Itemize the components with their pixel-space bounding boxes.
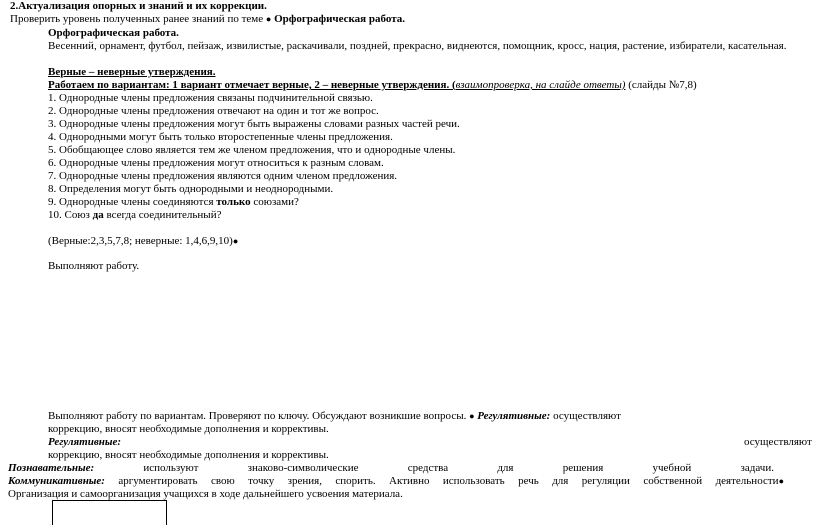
tf-item-10: [48, 209, 221, 222]
komm-word: зрения,: [287, 475, 322, 487]
bottom-line-2: коррекцию, вносят необходимые дополнения и коррективы.: [48, 423, 329, 435]
tf-task-italic: взаимопроверка, на слайде ответы): [455, 79, 626, 91]
tf-task-tail: (слайды №7,8): [625, 79, 697, 91]
komm-word: Активно: [389, 475, 430, 487]
komm-word: речь: [518, 475, 539, 487]
tf-item-2: 2. Однородные члены предложения отвечают на один и тот же вопрос.: [48, 105, 379, 117]
pozn-word: средства: [407, 462, 449, 474]
pozn-word: учебной: [652, 462, 692, 474]
tf-answers-text: (Верные:2,3,5,7,8; неверные: 1,4,6,9,10): [48, 235, 233, 247]
pozn-word: знаково-символические: [247, 462, 359, 474]
bottom-line-1-text: Выполняют работу по вариантам. Проверяют по ключу. Обсуждают возникшие вопросы.: [48, 410, 470, 422]
komm-word: использовать: [442, 475, 505, 487]
intro-text: Проверить уровень полученных ранее знаний по теме: [10, 13, 266, 25]
tf-work: Выполняют работу.: [48, 260, 140, 272]
intro-topic: Орфографическая работа.: [271, 13, 405, 25]
tf-item-4: 4. Однородными могут быть только второстепенные члены предложения.: [48, 131, 393, 143]
tf-answers: [48, 235, 238, 248]
reg1-text: осуществляют: [550, 410, 621, 422]
tf-item-3: 3. Однородные члены предложения могут быть выражены словами разных частей речи.: [48, 118, 460, 130]
tf-item-5: 5. Обобщающее слово является тем же членом предложения, что и однородные члены.: [48, 144, 456, 156]
bullet-icon: ●: [232, 236, 239, 246]
komm-word: аргументировать: [118, 475, 198, 487]
reg1-label: Регулятивные:: [474, 410, 551, 422]
tf-item-10-a: 10. Союз: [48, 209, 93, 221]
pozn-word: используют: [143, 462, 199, 474]
tf-item-9-a: 9. Однородные члены соединяются: [48, 196, 217, 208]
tf-item-6: 6. Однородные члены предложения могут относиться к разным словам.: [48, 157, 384, 169]
tf-task: [48, 79, 697, 92]
reg2-text: осуществляют: [744, 436, 812, 448]
pozn-word: задачи.: [740, 462, 774, 474]
bullet-icon: ●: [778, 476, 784, 486]
tf-item-9-c: союзами?: [250, 196, 299, 208]
komm-word: для: [552, 475, 569, 487]
table-cell-box: [52, 500, 167, 525]
komm-label: Коммуникативные:: [8, 475, 105, 487]
tf-task-bold: Работаем по вариантам: 1 вариант отмечает верные, 2 – неверные утверждения. (: [48, 79, 456, 91]
reg2-label: Регулятивные:: [48, 436, 122, 448]
komm-word: деятельности: [715, 475, 779, 487]
pozn-word: решения: [562, 462, 604, 474]
intro-line: [10, 13, 405, 26]
bottom-line-1: [48, 410, 621, 423]
tf-item-9-b: только: [216, 196, 251, 208]
orfo-title: Орфографическая работа.: [48, 27, 179, 39]
komm-word: свою: [210, 475, 235, 487]
komm-word-last: [716, 475, 784, 488]
komm-word: точку: [248, 475, 275, 487]
komm-word: регуляции: [581, 475, 630, 487]
bullet-icon: ●: [265, 14, 272, 24]
tf-item-10-c: всегда соединительный?: [103, 209, 222, 221]
pozn-line: [8, 462, 774, 475]
tf-item-10-b: да: [92, 209, 104, 221]
bottom-line-4: коррекцию, вносят необходимые дополнения и коррективы.: [48, 449, 329, 461]
komm-word: спорить.: [335, 475, 376, 487]
tf-item-9: [48, 196, 299, 209]
section-heading: 2.Актуализация опорных и знаний и их коррекции.: [10, 0, 267, 12]
pozn-label: Познавательные:: [8, 462, 95, 474]
orfo-words: Весенний, орнамент, футбол, пейзаж, извилистые, раскачивали, поздней, прекрасно, виднеются, помощник, кросс, нация, растение, избиратели, касательная.: [48, 40, 787, 52]
tf-item-8: 8. Определения могут быть однородными и неоднородными.: [48, 183, 334, 195]
tf-item-1: 1. Однородные члены предложения связаны подчинительной связью.: [48, 92, 373, 104]
komm-line: [8, 475, 784, 488]
pozn-word: для: [497, 462, 514, 474]
last-line: Организация и самоорганизация учащихся в ходе дальнейшего усвоения материала.: [8, 488, 403, 500]
bullet-icon: ●: [469, 411, 475, 421]
tf-title: Верные – неверные утверждения.: [48, 66, 216, 78]
komm-word: собственной: [643, 475, 703, 487]
tf-item-7: 7. Однородные члены предложения являются одним членом предложения.: [48, 170, 398, 182]
